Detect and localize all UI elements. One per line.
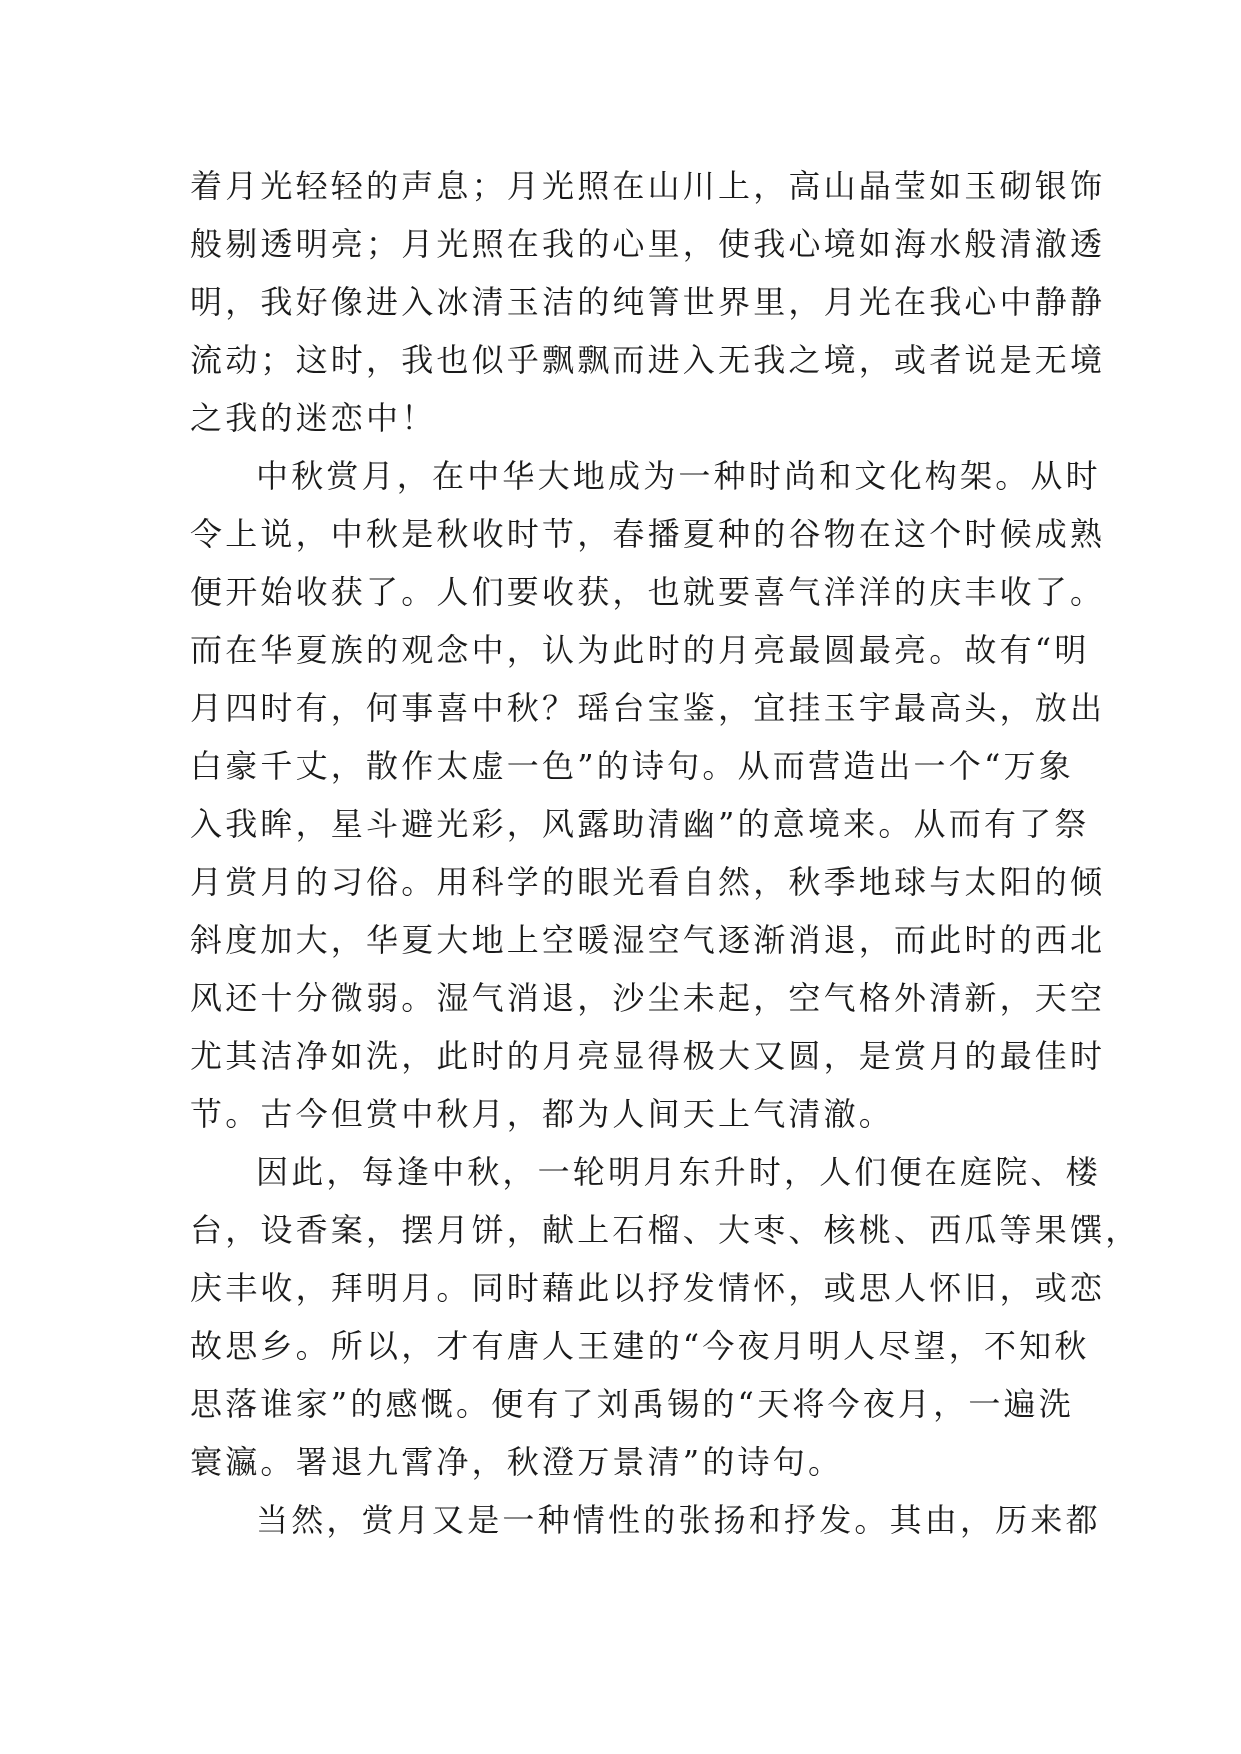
paragraph-first-line: 中秋赏月，在中华大地成为一种时尚和文化构架。从时 bbox=[256, 457, 1101, 495]
text-line: 尤其洁净如洗，此时的月亮显得极大又圆，是赏月的最佳时 bbox=[190, 1037, 1106, 1075]
text-line: 般剔透明亮；月光照在我的心里，使我心境如海水般清澈透 bbox=[190, 225, 1106, 263]
text-line: 流动；这时，我也似乎飘飘而进入无我之境，或者说是无境 bbox=[190, 341, 1106, 379]
text-line: 月四时有，何事喜中秋？瑶台宝鉴，宜挂玉宇最高头，放出 bbox=[190, 689, 1106, 727]
text-line: 明，我好像进入冰清玉洁的纯箐世界里，月光在我心中静静 bbox=[190, 283, 1106, 321]
text-line: 便开始收获了。人们要收获，也就要喜气洋洋的庆丰收了。 bbox=[190, 573, 1106, 611]
text-line: 令上说，中秋是秋收时节，春播夏种的谷物在这个时候成熟 bbox=[190, 515, 1106, 553]
text-line: 台，设香案，摆月饼，献上石榴、大枣、核桃、西瓜等果馔， bbox=[190, 1211, 1141, 1249]
text-line: 节。古今但赏中秋月，都为人间天上气清澈。 bbox=[190, 1095, 895, 1133]
text-line: 故思乡。所以，才有唐人王建的“今夜月明人尽望，不知秋 bbox=[190, 1327, 1090, 1365]
paragraph-first-line: 因此，每逢中秋，一轮明月东升时，人们便在庭院、楼 bbox=[256, 1153, 1101, 1191]
text-line: 而在华夏族的观念中，认为此时的月亮最圆最亮。故有“明 bbox=[190, 631, 1090, 669]
text-line: 入我眸，星斗避光彩，风露助清幽”的意境来。从而有了祭 bbox=[190, 805, 1090, 843]
text-line: 月赏月的习俗。用科学的眼光看自然，秋季地球与太阳的倾 bbox=[190, 863, 1106, 901]
text-line: 着月光轻轻的声息；月光照在山川上，高山晶莹如玉砌银饰 bbox=[190, 167, 1106, 205]
text-line: 白豪千丈，散作太虚一色”的诗句。从而营造出一个“万象 bbox=[190, 747, 1074, 785]
text-line: 庆丰收，拜明月。同时藉此以抒发情怀，或思人怀旧，或恋 bbox=[190, 1269, 1106, 1307]
text-line: 寰瀛。署退九霄净，秋澄万景清”的诗句。 bbox=[190, 1443, 844, 1481]
text-line: 斜度加大，华夏大地上空暖湿空气逐渐消退，而此时的西北 bbox=[190, 921, 1106, 959]
text-line: 思落谁家”的感慨。便有了刘禹锡的“天将今夜月，一遍洗 bbox=[190, 1385, 1074, 1423]
body-text bbox=[190, 157, 1141, 1549]
text-line: 风还十分微弱。湿气消退，沙尘未起，空气格外清新，天空 bbox=[190, 979, 1106, 1017]
paragraph-first-line: 当然，赏月又是一种情性的张扬和抒发。其由，历来都 bbox=[256, 1501, 1101, 1539]
text-line: 之我的迷恋中！ bbox=[190, 399, 437, 437]
